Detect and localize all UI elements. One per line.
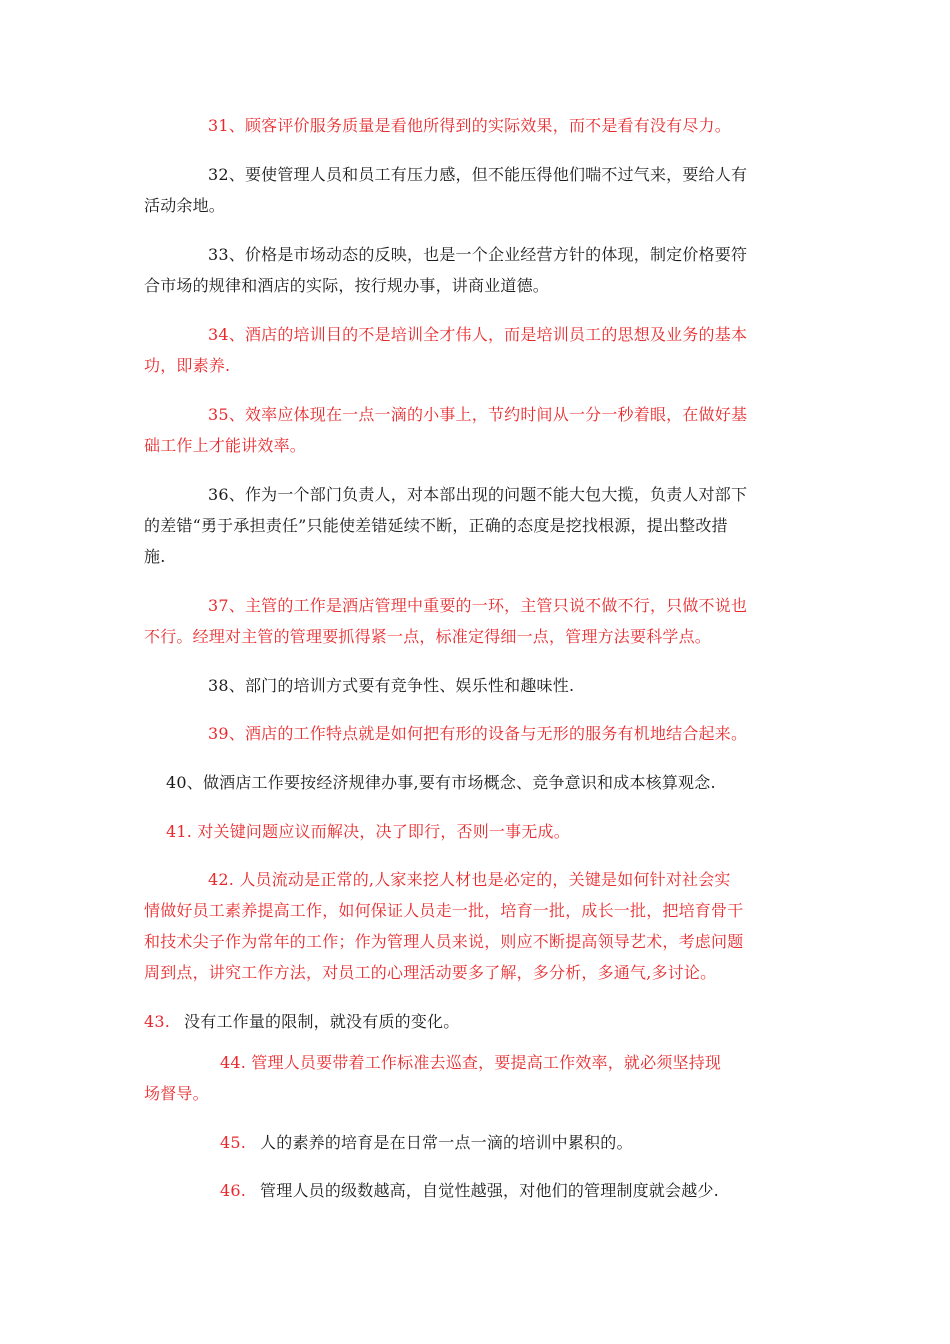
paragraph-37-line-1: 37、主管的工作是酒店管理中重要的一环，主管只说不做不行，只做不说也 — [208, 596, 748, 615]
paragraph-38-line-1: 38、部门的培训方式要有竞争性、娱乐性和趣味性. — [208, 676, 575, 695]
paragraph-46-text: 管理人员的级数越高，自觉性越强，对他们的管理制度就会越少. — [260, 1181, 719, 1200]
paragraph-32-line-1: 32、要使管理人员和员工有压力感，但不能压得他们喘不过气来，要给人有 — [208, 165, 748, 184]
paragraph-36-line-3: 施. — [144, 547, 166, 566]
paragraph-45-text: 人的素养的培育是在日常一点一滴的培训中累积的。 — [260, 1133, 633, 1152]
paragraph-35-line-2: 础工作上才能讲效率。 — [144, 436, 307, 455]
paragraph-37-line-2: 不行。经理对主管的管理要抓得紧一点，标准定得细一点，管理方法要科学点。 — [144, 627, 712, 646]
paragraph-46-line-1 — [220, 1181, 719, 1201]
paragraph-33-line-2: 合市场的规律和酒店的实际，按行规办事，讲商业道德。 — [144, 276, 550, 295]
paragraph-33-line-1: 33、价格是市场动态的反映，也是一个企业经营方针的体现，制定价格要符 — [208, 245, 748, 264]
paragraph-44-line-2: 场督导。 — [144, 1084, 209, 1103]
paragraph-34-line-2: 功，即素养. — [144, 356, 231, 375]
paragraph-42-line-1: 42. 人员流动是正常的,人家来挖人材也是必定的，关键是如何针对社会实 — [208, 870, 731, 889]
paragraph-35-line-1: 35、效率应体现在一点一滴的小事上，节约时间从一分一秒着眼，在做好基 — [208, 405, 748, 424]
paragraph-42-line-2: 情做好员工素养提高工作，如何保证人员走一批，培育一批，成长一批，把培育骨干 — [144, 901, 744, 920]
paragraph-46-number: 46. — [220, 1181, 247, 1200]
paragraph-43-number: 43. — [144, 1012, 171, 1031]
paragraph-43-line-1 — [144, 1012, 459, 1032]
paragraph-45-number: 45. — [220, 1133, 247, 1152]
paragraph-45-line-1 — [220, 1133, 633, 1153]
paragraph-42-line-4: 周到点，讲究工作方法，对员工的心理活动要多了解，多分析，多通气,多讨论。 — [144, 963, 717, 982]
paragraph-31-line-1: 31、顾客评价服务质量是看他所得到的实际效果，而不是看有没有尽力。 — [208, 116, 731, 135]
paragraph-32-line-2: 活动余地。 — [144, 196, 226, 215]
paragraph-42-line-3: 和技术尖子作为常年的工作；作为管理人员来说，则应不断提高领导艺术，考虑问题 — [144, 932, 744, 951]
paragraph-36-line-2: 的差错“勇于承担责任”只能使差错延续不断，正确的态度是挖找根源，提出整改措 — [144, 516, 728, 535]
paragraph-43-text: 没有工作量的限制，就没有质的变化。 — [184, 1012, 460, 1031]
paragraph-39-line-1: 39、酒店的工作特点就是如何把有形的设备与无形的服务有机地结合起来。 — [208, 724, 748, 743]
paragraph-44-line-1: 44. 管理人员要带着工作标准去巡查，要提高工作效率，就必须坚持现 — [220, 1053, 722, 1072]
paragraph-34-line-1: 34、酒店的培训目的不是培训全才伟人，而是培训员工的思想及业务的基本 — [208, 325, 748, 344]
paragraph-40-line-1: 40、做酒店工作要按经济规律办事,要有市场概念、竞争意识和成本核算观念. — [166, 773, 716, 792]
paragraph-36-line-1: 36、作为一个部门负责人，对本部出现的问题不能大包大揽，负责人对部下 — [208, 485, 748, 504]
paragraph-41-line-1: 41. 对关键问题应议而解决，决了即行，否则一事无成。 — [166, 822, 570, 841]
